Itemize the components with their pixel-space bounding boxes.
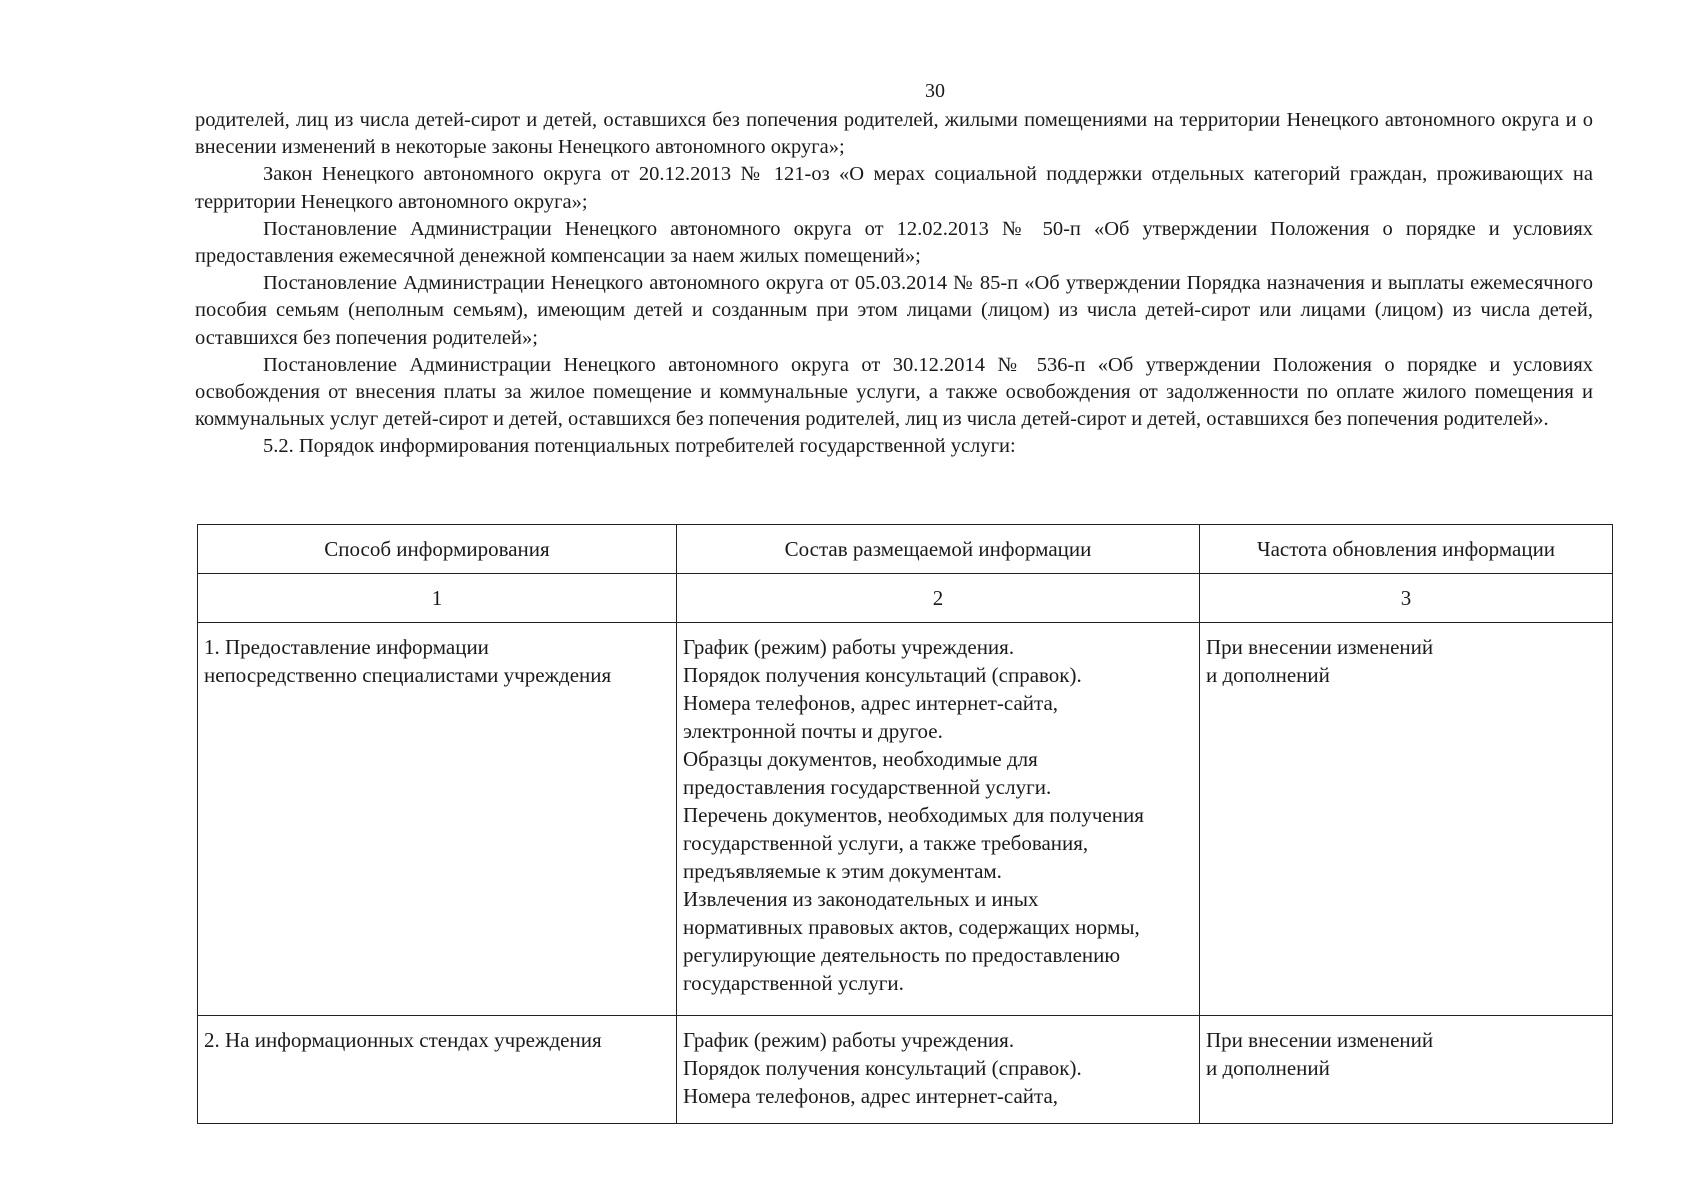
header-frequency: Частота обновления информации: [1200, 525, 1613, 574]
page-number: 30: [925, 80, 945, 102]
cell-line: График (режим) работы учреждения.: [683, 1028, 1015, 1052]
paragraph-resolution-536-p: Постановление Администрации Ненецкого автономного округа от 30.12.2014 № 536-п «Об утверждении Положения о порядке и условиях освобождения от внесения платы за жилое помещение и коммунальные услуги, а также освобождения от задолженности по оплате жилого помещения и коммунальных услуг детей-сирот и детей, оставшихся без попечения родителей, лиц из числа детей-сирот и детей, оставшихся без попечения родителей».: [195, 353, 1593, 431]
cell-content: [677, 1016, 1200, 1124]
cell-line: регулирующие деятельность по предоставлению: [683, 943, 1121, 967]
column-number-row: [198, 574, 1613, 623]
table-row: [198, 623, 1613, 1016]
header-content: Состав размещаемой информации: [677, 525, 1200, 574]
cell-line: и дополнений: [1206, 663, 1330, 687]
cell-method: [198, 1016, 677, 1124]
cell-content: [677, 623, 1200, 1016]
cell-line: электронной почты и другое.: [683, 719, 943, 743]
paragraph-resolution-50-p: Постановление Администрации Ненецкого автономного округа от 12.02.2013 № 50-п «Об утверждении Положения о порядке и условиях предоставления ежемесячной денежной компенсации за наем жилых помещений»;: [195, 217, 1593, 268]
paragraph-law-121-oz: Закон Ненецкого автономного округа от 20.12.2013 № 121-оз «О мерах социальной поддержки отдельных категорий граждан, проживающих на территории Ненецкого автономного округа»;: [195, 163, 1593, 213]
cell-line: Порядок получения консультаций (справок).: [683, 1056, 1082, 1080]
paragraph-law-continuation: родителей, лиц из числа детей-сирот и детей, оставшихся без попечения родителей, жилыми помещениями на территории Ненецкого автономного округа и о внесении изменений в некоторые законы Ненецкого автономного округа»;: [195, 109, 1593, 159]
cell-line: предоставления государственной услуги.: [683, 775, 1052, 799]
table-row: [198, 1016, 1613, 1124]
cell-line: 2. На информационных стендах учреждения: [204, 1028, 602, 1052]
cell-frequency: [1200, 1016, 1613, 1124]
column-number-2: 2: [677, 574, 1200, 623]
cell-line: Образцы документов, необходимые для: [683, 747, 1038, 771]
cell-line: Извлечения из законодательных и иных: [683, 887, 1039, 911]
cell-method: [198, 623, 677, 1016]
column-number-3: 3: [1200, 574, 1613, 623]
cell-line: При внесении изменений: [1206, 1028, 1434, 1052]
cell-line: Порядок получения консультаций (справок).: [683, 663, 1082, 687]
cell-line: непосредственно специалистами учреждения: [204, 663, 612, 687]
cell-line: Перечень документов, необходимых для получения: [683, 803, 1144, 827]
cell-line: Номера телефонов, адрес интернет-сайта,: [683, 691, 1059, 715]
section-heading-5-2: 5.2. Порядок информирования потенциальных потребителей государственной услуги:: [263, 435, 1016, 458]
cell-line: предъявляемые к этим документам.: [683, 859, 1002, 883]
cell-line: Номера телефонов, адрес интернет-сайта,: [683, 1084, 1059, 1108]
cell-line: государственной услуги.: [683, 971, 904, 995]
cell-line: государственной услуги, а также требования,: [683, 831, 1089, 855]
information-table: [197, 524, 1613, 1124]
cell-line: При внесении изменений: [1206, 635, 1434, 659]
header-method: Способ информирования: [198, 525, 677, 574]
cell-line: График (режим) работы учреждения.: [683, 635, 1015, 659]
table-header-row: [198, 525, 1613, 574]
cell-frequency: [1200, 623, 1613, 1016]
cell-line: нормативных правовых актов, содержащих нормы,: [683, 915, 1140, 939]
cell-line: 1. Предоставление информации: [204, 635, 489, 659]
cell-line: и дополнений: [1206, 1056, 1330, 1080]
column-number-1: 1: [198, 574, 677, 623]
paragraph-resolution-85-p: Постановление Администрации Ненецкого автономного округа от 05.03.2014 № 85-п «Об утверждении Порядка назначения и выплаты ежемесячного пособия семьям (неполным семьям), имеющим детей и созданным при этом лицами (лицом) из числа детей-сирот или лицами (лицом) из числа детей, оставшихся без попечения родителей»;: [195, 272, 1593, 349]
document-body: [195, 107, 1593, 461]
